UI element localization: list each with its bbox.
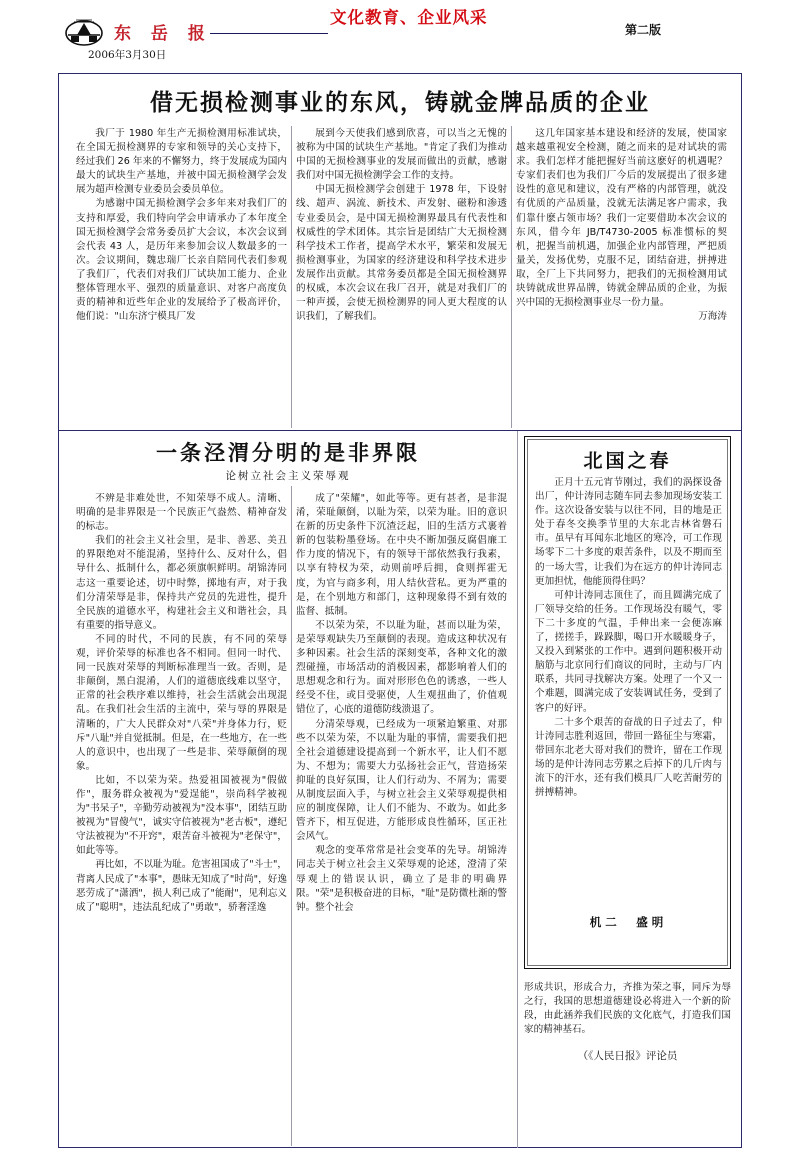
divider-right-column bbox=[517, 431, 518, 1148]
section-title: 文化教育、企业风采 bbox=[330, 8, 488, 27]
article1-column-2 bbox=[296, 127, 507, 324]
article2-headline: 一条泾渭分明的是非界限 bbox=[156, 440, 420, 465]
article2-closing bbox=[524, 981, 731, 1037]
paragraph: 展到今天使我们感到欣喜，可以当之无愧的被称为中国的试块生产基地。"肯定了我们为推动中国的无损检测事业的发展而做出的贡献，感谢我们对中国无损检测学会工作的支持。 bbox=[296, 128, 507, 182]
paragraph: 正月十五元宵节刚过，我们的涡探设备出厂，仲计涛同志随车同去参加现场安装工作。这次设备安装与以往不同，目的地是正处于春冬交换季节里的大东北吉林省磐石市。虽早有耳闻东北地区的寒冷，可工作现场零下二十多度的艰苦条件，以及不期而至的一场大雪，让我们为在远方的仲计涛同志更加担忧，他能顶得住吗？ bbox=[535, 477, 722, 587]
divider-article1-col23 bbox=[511, 126, 512, 428]
paragraph: 再比如，不以耻为耻。危害祖国成了"斗士"，背离人民成了"本事"，愚昧无知成了"时尚"，好逸恶劳成了"潇洒"，损人利己成了"能耐"，见利忘义成了"聪明"，违法乱纪成了"勇敢"，骄奢淫逸 bbox=[76, 859, 287, 913]
paragraph: 形成共识，形成合力，齐推为荣之事，同斥为辱之行，我国的思想道德建设必将进入一个新的阶段，由此涵养我们民族的文化底气，打造我们国家的精神基石。 bbox=[524, 982, 731, 1036]
sidebox-byline: 机二 盛明 bbox=[589, 915, 668, 929]
article1-byline: 万海涛 bbox=[698, 311, 727, 323]
article2-subhead: 论树立社会主义荣辱观 bbox=[225, 470, 351, 482]
sidebox-body bbox=[535, 476, 722, 800]
article2-column-1 bbox=[76, 492, 287, 915]
issue-date: 2006年3月30日 bbox=[88, 49, 167, 61]
paragraph: 成了"荣耀"，如此等等。更有甚者，是非混淆，荣耻颠倒，以耻为荣，以荣为耻。旧的意识在新的历史条件下沉渣泛起，旧的生活方式裹着新的包装粉墨登场。在中央不断加强反腐倡廉工作力度的情况下，有的领导干部依然我行我素，以享有特权为荣，动则前呼后拥，食则挥霍无度，为官与商多利，用人结伙营私。更为严重的是，在个别地方和部门，这种现象得不到有效的监督、抵制。 bbox=[296, 493, 507, 617]
paragraph: 不同的时代，不同的民族，有不同的荣辱观，评价荣辱的标准也各不相同。但同一时代、同一民族对荣辱的判断标准理当一致。否则，是非颠倒，黑白混淆，人们的道德底线难以坚守，正常的社会秩序难以维持，社会生活就会出现混乱。在我们社会生活的主流中，荣与辱的界限是清晰的，广大人民群众对"八荣"并身体力行，贬斥"八耻"并自觉抵制。但是，在一些地方，在一些人的意识中，也出现了一些是非、荣辱颠倒的现象。 bbox=[76, 633, 287, 772]
paragraph: 我厂于 1980 年生产无损检测用标准试块，在全国无损检测界的专家和领导的关心支持下，经过我们 26 年来的不懈努力，终于发展成为国内最大的试块生产基地，并被中国无损检测学会发展为超声检测专业委员会委员单位。 bbox=[76, 128, 287, 196]
article1-column-1 bbox=[76, 127, 287, 324]
paragraph: 中国无损检测学会创建于 1978 年，下设射线、超声、涡流、新技术、声发射、磁粉和渗透专业委员会，是中国无损检测界最具有代表性和权威性的学术团体。其宗旨是团结广大无损检测科学技术工作者，提高学术水平，繁荣和发展无损检测事业，为国家的经济建设和科学技术进步发展作出贡献。其常务委员都是全国无损检测界的权威，本次会议在我厂召开，就是对我们厂的一种声援，会使无损检测界的同人更大程度的认识我们，了解我们。 bbox=[296, 184, 507, 323]
paragraph: 二十多个艰苦的奋战的日子过去了，仲计涛同志胜利返回，带回一路征尘与寒霜，带回东北老大哥对我们的赞许，留在工作现场的是仲计涛同志劳累之后掉下的几斤肉与流下的汗水，还有我们模具厂人吃苦耐劳的拼搏精神。 bbox=[535, 716, 722, 799]
paper-name: 东 岳 报 bbox=[114, 24, 212, 44]
paragraph: 不以荣为荣，不以耻为耻，甚而以耻为荣，是荣辱观缺失乃至颠倒的表现。造成这种状况有多种因素。社会生活的深刻变革，各种文化的激烈碰撞，市场活动的消极因素，都影响着人们的思想观念和行为。面对形形色色的诱惑，一些人经受不住，或目受驱使，人生观扭曲了，价值观错位了，心底的道德防线溃退了。 bbox=[296, 619, 507, 716]
article1-column-3 bbox=[516, 127, 727, 324]
page-number: 第二版 bbox=[625, 23, 662, 37]
paragraph: 分清荣辱观，已经成为一项紧迫繁重、对那些不以荣为荣，不以耻为耻的事情，需要我们把全社会道德建设提高到一个新水平，让人们不愿为、不想为；需要大力弘扬社会正气，营造扬荣抑耻的良好氛围，让人们行动为、不屑为；需要从制度层面入手，与树立社会主义荣辱观提供相应的制度保障，让人们不能为、不敢为。如此多管齐下，相互促进，方能形成良性循环，匡正社会风气。 bbox=[296, 718, 507, 843]
pagoda-gate-logo-icon bbox=[64, 18, 104, 46]
article1-headline: 借无损检测事业的东风，铸就金牌品质的企业 bbox=[150, 89, 650, 116]
divider-article1-col12 bbox=[291, 126, 292, 428]
paragraph: 观念的变革常常是社会变革的先导。胡锦涛同志关于树立社会主义荣辱观的论述，澄清了荣辱观上的错误认识，确立了是非的明确界限。"荣"是积极奋进的目标，"耻"是防微杜渐的警钟。整个社会 bbox=[296, 845, 507, 913]
paragraph: 这几年国家基本建设和经济的发展，使国家越来越重视安全检测，随之而来的是对试块的需求。我们怎样才能把握好当前这麽好的机遇呢？专家们表们也为我们厂今后的发展提出了很多建设性的意见和建议，没有严格的内部管理，就没有优质的产品质量，没就无法满足客户需求，我们靠什麽占领市场？我们一定要借助本次会议的东风，借今年 JB/T4730-2005 标准惯标的契机，把握当前机遇，加强企业内部管理，严把质量关，发扬优势，克服不足，团结奋进，拼搏进取，全厂上下共同努力，把我们的无损检测用试块铸就成世界品牌，铸就金牌品质的企业，为振兴中国的无损检测事业尽一份力量。 bbox=[516, 128, 727, 309]
divider-below-article1 bbox=[59, 430, 741, 431]
article2-source: （《人民日报》评论员 bbox=[577, 1050, 678, 1062]
article2-column-2 bbox=[296, 492, 507, 915]
paragraph: 我们的社会主义社会里，是非、善恶、美丑的界限绝对不能混淆，坚持什么、反对什么，倡导什么、抵制什么，都必须旗帜鲜明。胡锦涛同志这一重要论述，切中时弊，掷地有声，对于我们分清荣辱是非，保持共产党员的先进性，提升全民族的道德水平，构建社会主义和谐社会，具有重要的指导意义。 bbox=[76, 535, 287, 631]
sidebox-title: 北国之春 bbox=[583, 450, 672, 472]
masthead-rule bbox=[210, 33, 328, 34]
divider-article2-columns bbox=[291, 486, 292, 1146]
paragraph: 比如，不以荣为荣。热爱祖国被视为"假做作"，服务群众被视为"爱逞能"，崇尚科学被视为"书呆子"，辛勤劳动被视为"没本事"，团结互助被视为"冒傻气"，诚实守信被视为"老古板"，遵纪守法被视为"不开窍"，艰苦奋斗被视为"老保守"，如此等等。 bbox=[76, 774, 287, 857]
paragraph: 为感谢中国无损检测学会多年来对我们厂的支持和厚爱，我们特向学会申请承办了本年度全国无损检测学会常务委员扩大会议，本次会议到会代表 43 人，是历年来参加会议人数最多的一次。会议期间，魏忠瑞厂长亲自陪同代表们参观了我们厂，代表们对我们厂试块加工能力、企业整体管理水平、强烈的质量意识、对客户高度负责的精神和近些年企业的发展给予了极高评价，他们说："山东济宁模具厂发 bbox=[76, 198, 287, 323]
paragraph: 不辨是非难处世，不知荣辱不成人。清晰、明确的是非界限是一个民族正气盎然、精神奋发的标志。 bbox=[76, 493, 287, 533]
paragraph: 可仲计涛同志顶住了，而且圆满完成了厂领导交给的任务。工作现场没有暖气，零下二十多度的气温，手伸出来一会便冻麻了，搓搓手，跺跺脚，喝口开水暖暖身子，又投入到紧张的工作中。遇到问题积极开动脑筋与北京同行们商议的同时，主动与厂内联系，共同寻找解决方案。处理了一个又一个难题，圆满完成了安装调试任务，受到了客户的好评。 bbox=[535, 589, 722, 714]
